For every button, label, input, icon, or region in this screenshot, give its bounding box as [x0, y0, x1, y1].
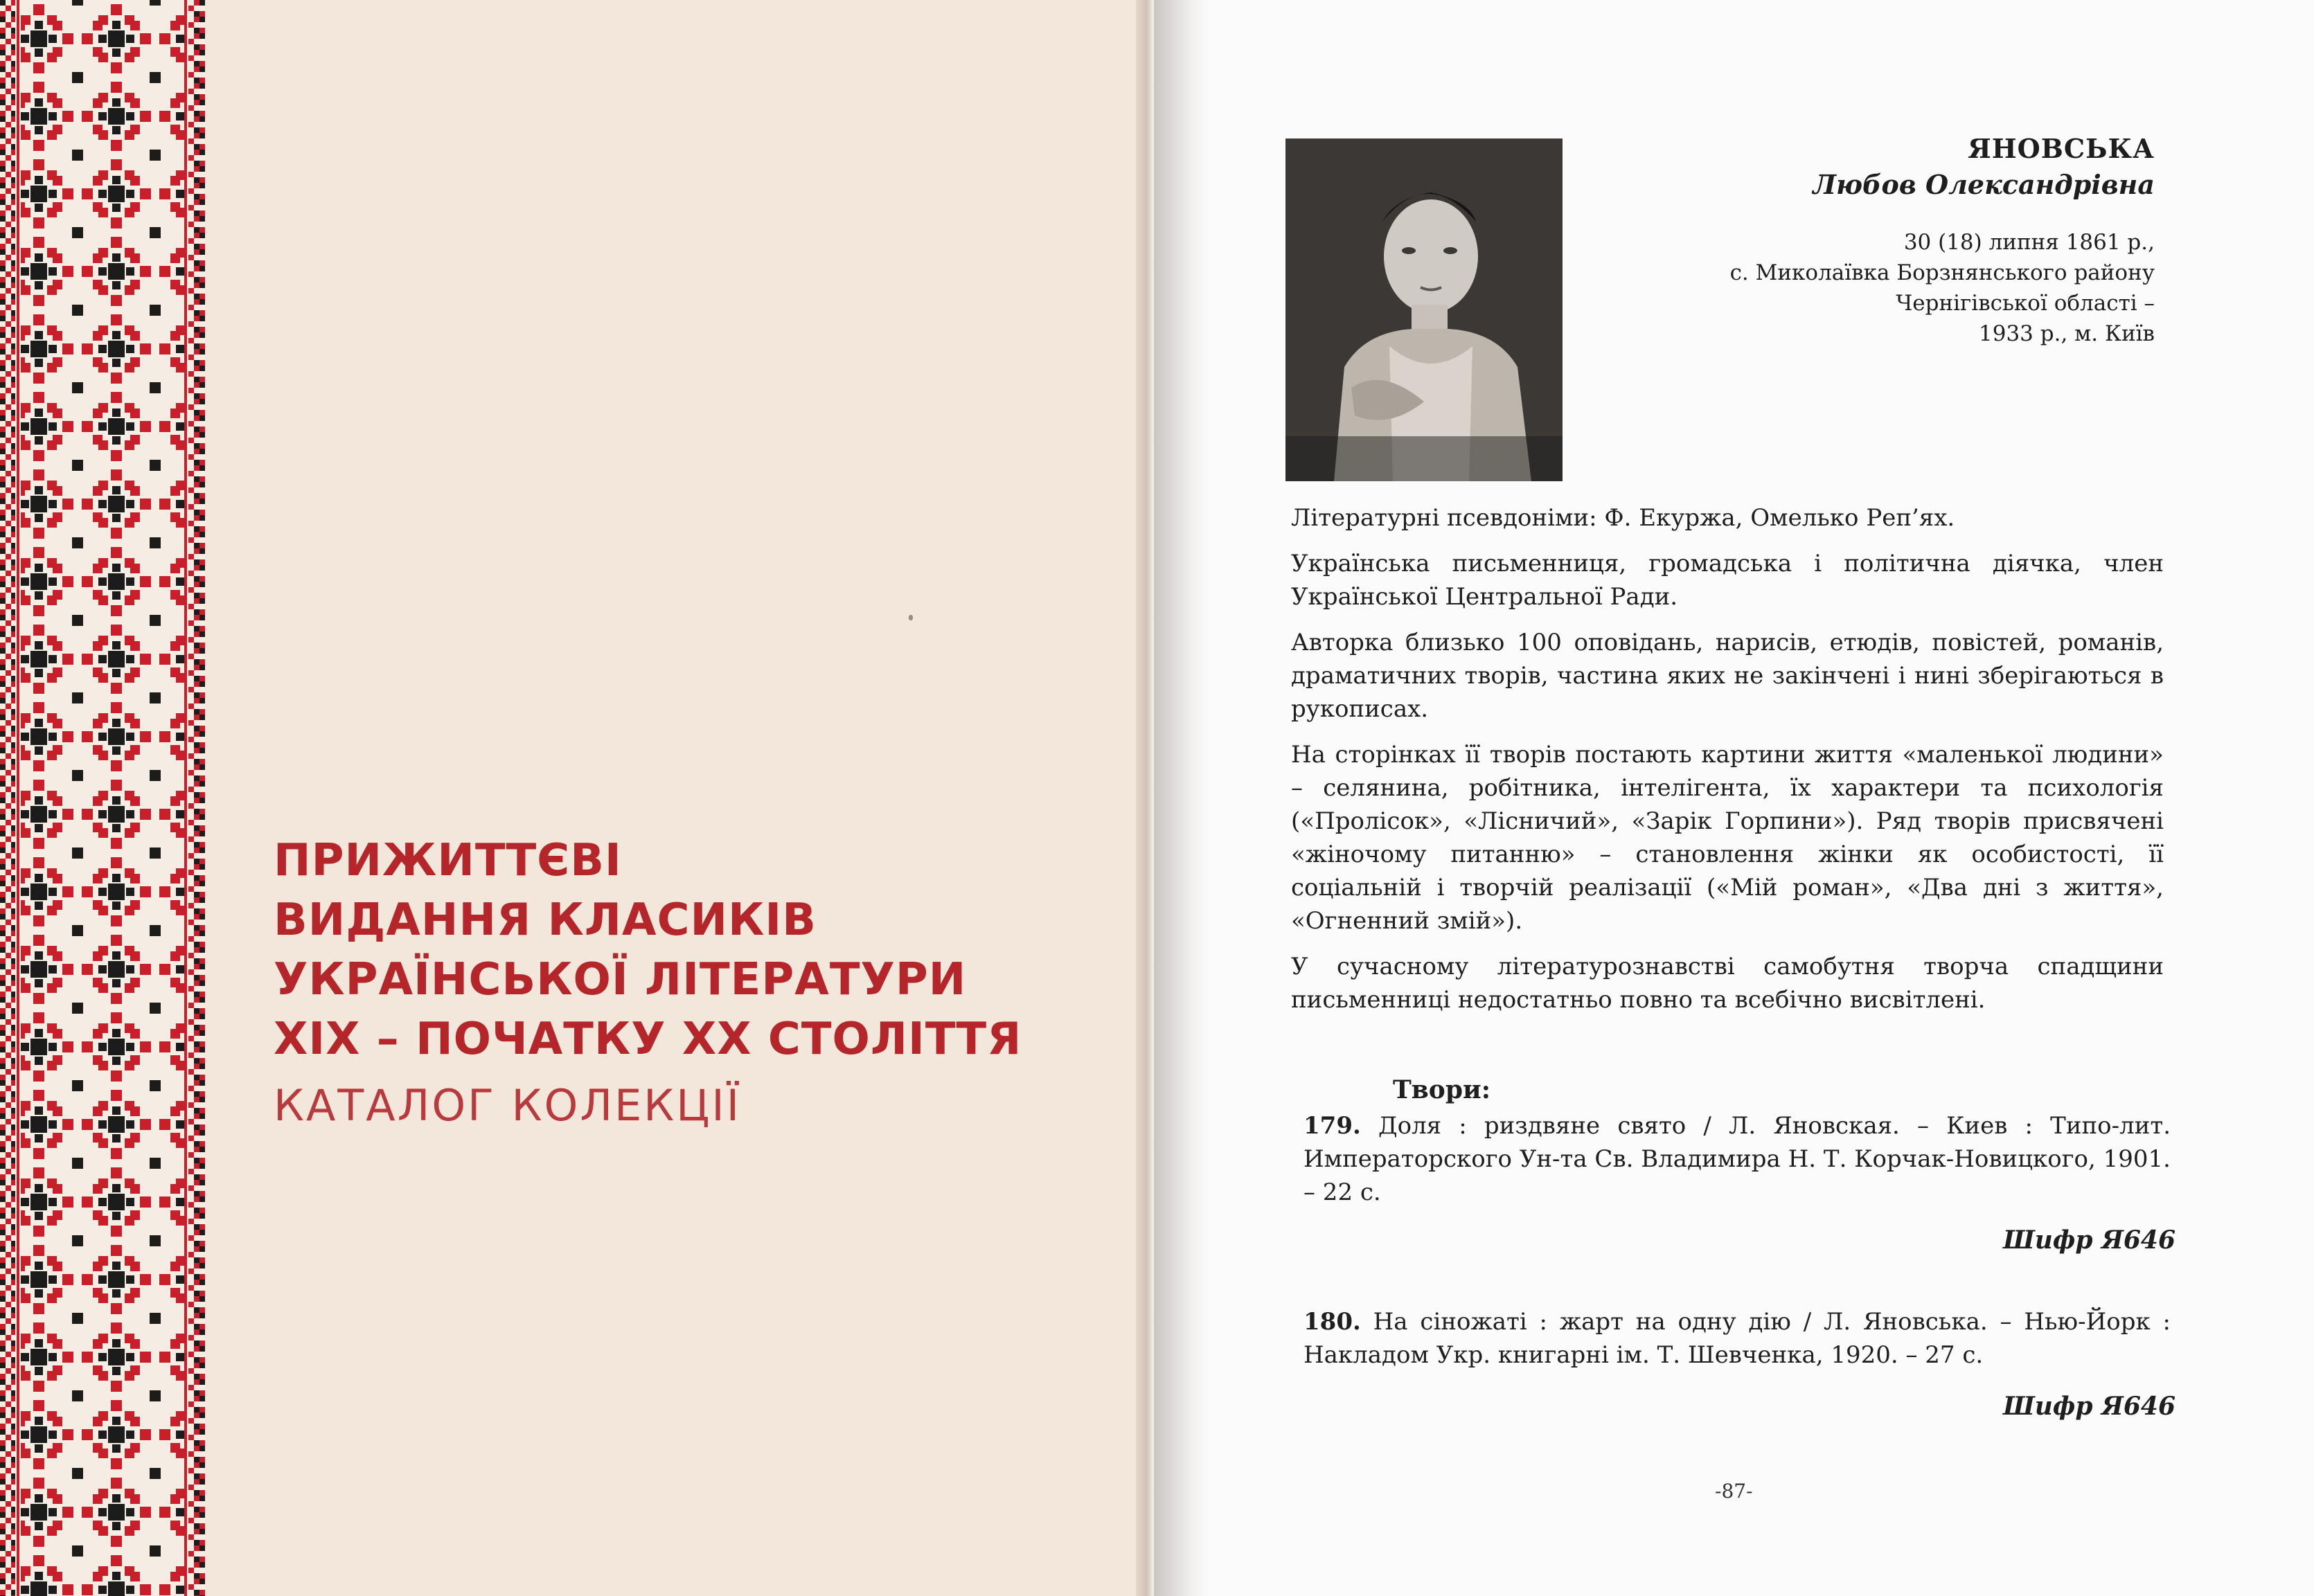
paragraph-works-count: Авторка близько 100 оповідань, нарисів, етюдів, повістей, романів, драматичних творів, частина яких не закінчені і нині зберігаються в рукописах. — [1291, 629, 2164, 723]
paragraph-role: Українська письменниця, громадська і політична діячка, член Української Центральної Ради. — [1291, 550, 2164, 611]
works-heading: Твори: — [1393, 1075, 1490, 1104]
cover-edge — [1136, 0, 1154, 1596]
entry-text: На сіножаті : жарт на одну дію / Л. Яновська. – Нью-Йорк : Накладом Укр. книгарні ім. Т. Шевченка, 1920. – 27 с. — [1303, 1308, 2171, 1369]
paper-speck — [909, 615, 913, 620]
entry-number: 180. — [1303, 1308, 1361, 1336]
author-dates — [1730, 227, 2155, 349]
catalog-entry — [1303, 1305, 2171, 1372]
author-portrait — [1285, 138, 1563, 481]
paragraph-pseudonyms: Літературні псевдоніми: Ф. Екуржа, Омелько Реп’ях. — [1291, 504, 1955, 532]
paragraph-themes: На сторінках її творів постають картини життя «маленької людини» – селянина, робітника, інтелігента, їх характери та психологія («Пролісок», «Лісничий», «Зарік Горпини»). Ряд творів присвячені «жіночому питанню» – становлення жінки як особистості, її соціальній і творчій реалізації («Мій роман», «Два дні з життя», «Огненний змій»). — [1291, 741, 2164, 935]
entry-number: 179. — [1303, 1112, 1361, 1140]
dates-line: с. Миколаївка Борзнянського району — [1729, 260, 2155, 285]
page-number: -87- — [1715, 1480, 1753, 1503]
cover-title-line: УКРАЇНСЬКОЇ ЛІТЕРАТУРИ — [274, 954, 967, 1005]
dates-line: Чернігівської області – — [1896, 291, 2155, 316]
paragraph-legacy: У сучасному літературознавстві самобутня творча спадщини письменниці недостатньо повно та всебічно висвітлені. — [1291, 953, 2164, 1014]
biography-text — [1291, 501, 2164, 1029]
dates-line: 1933 р., м. Київ — [1979, 321, 2155, 346]
entry-cipher: Шифр Я646 — [2003, 1392, 2175, 1421]
cover-title-line: XIX – ПОЧАТКУ XX СТОЛІТТЯ — [274, 1014, 1022, 1065]
author-heading — [1730, 130, 2155, 349]
embroidery-border — [0, 0, 205, 1596]
cover-subtitle: КАТАЛОГ КОЛЕКЦІЇ — [274, 1080, 741, 1131]
cover-page — [0, 0, 1150, 1596]
catalog-entry — [1303, 1109, 2171, 1209]
entry-cipher: Шифр Я646 — [2003, 1226, 2175, 1255]
page-fold-shadow — [1154, 0, 1209, 1596]
cover-title-line: ПРИЖИТТЄВІ — [274, 835, 622, 886]
catalog-page — [1154, 0, 2314, 1596]
author-given-name: Любов Олександрівна — [1813, 169, 2155, 200]
author-surname: ЯНОВСЬКА — [1968, 133, 2155, 164]
cover-title — [274, 831, 1105, 1069]
cover-title-line: ВИДАННЯ КЛАСИКІВ — [274, 895, 817, 946]
dates-line: 30 (18) липня 1861 р., — [1903, 230, 2155, 255]
entry-text: Доля : риздвяне свято / Л. Яновская. – Киев : Типо-лит. Императорского Ун-та Св. Владимира Н. Т. Корчак-Новицкого, 1901. – 22 с. — [1303, 1112, 2171, 1206]
